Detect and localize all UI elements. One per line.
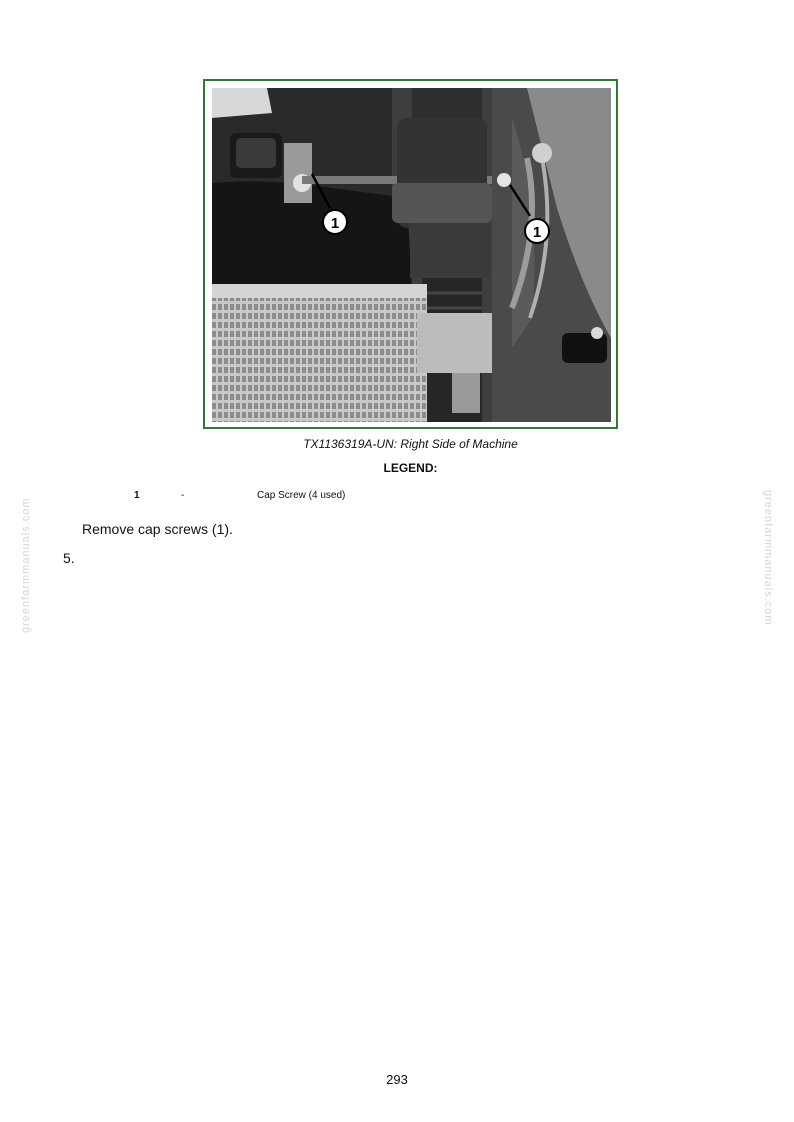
callout-1-left: 1: [330, 215, 340, 232]
legend-item-separator: -: [181, 490, 185, 501]
callout-1-right: 1: [532, 224, 542, 241]
legend-item-number: 1: [134, 490, 140, 501]
machine-photo: [212, 88, 611, 422]
watermark-left: greenfarmmanuals.com: [20, 497, 32, 633]
watermark-right: greenfarmmanuals.com: [762, 490, 774, 626]
figure-frame: [203, 79, 618, 429]
instruction-text: Remove cap screws (1).: [82, 521, 233, 537]
figure-caption: TX1136319A-UN: Right Side of Machine: [303, 437, 518, 451]
page-number: 293: [386, 1072, 408, 1087]
legend-title: LEGEND:: [383, 461, 438, 475]
legend-item-description: Cap Screw (4 used): [257, 490, 346, 501]
step-number: 5.: [63, 550, 75, 566]
